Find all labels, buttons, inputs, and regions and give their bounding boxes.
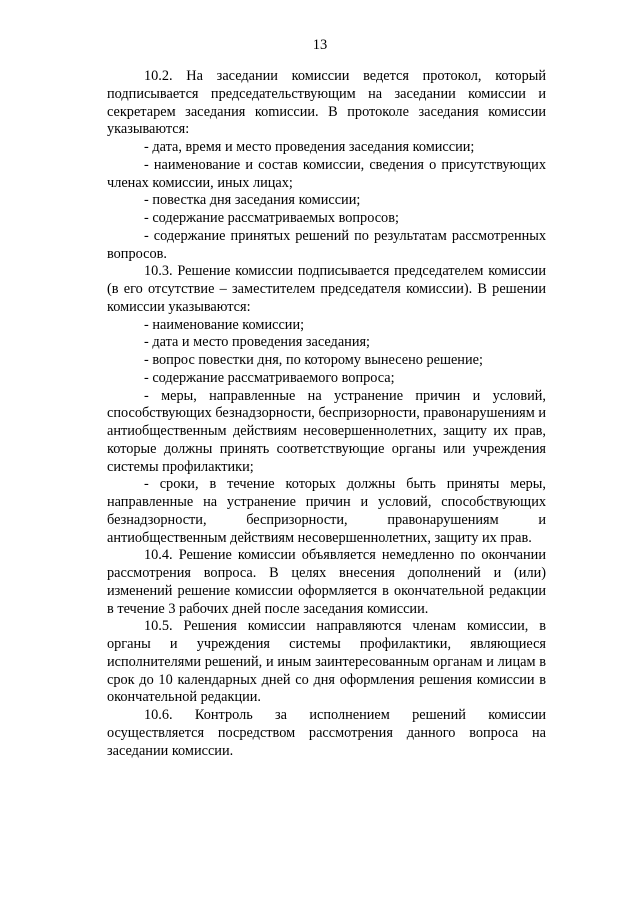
page-number: 13 — [312, 37, 328, 53]
list-item: - повестка дня заседания комиссии; — [144, 192, 361, 209]
list-item: - наименование комиссии; — [144, 316, 305, 333]
list-item: - содержание рассматриваемого вопроса; — [144, 369, 395, 386]
paragraph-10-6: 10.6. Контроль за исполнением решений комиссии осуществляется посредством рассмотрения данного вопроса на заседании комиссии. — [107, 707, 546, 759]
paragraph-10-3: 10.3. Решение комиссии подписывается председателем комиссии (в его отсутствие – заместителем председателя комиссии). В решении комиссии указываются: — [107, 263, 546, 315]
list-item: - вопрос повестки дня, по которому вынесено решение; — [144, 352, 483, 368]
paragraph-10-4: 10.4. Решение комиссии объявляется немедленно по окончании рассмотрения вопроса. В целях внесения дополнений и (или) изменений решение комиссии оформляется в окончательной редакции в течение 3 рабочих дней после заседания комиссии. — [107, 547, 546, 617]
list-item: - дата, время и место проведения заседания комиссии; — [144, 139, 475, 155]
list-item: - содержание рассматриваемых вопросов; — [144, 210, 399, 226]
list-item: - содержание принятых решений по результатам рассмотренных вопросов. — [107, 227, 546, 262]
document-body — [107, 68, 546, 760]
paragraph-10-2: 10.2. На заседании комиссии ведется протокол, который подписывается председательствующим на заседании комиссии и секретарем заседания коmиссии. В протоколе заседания комиссии указываются: — [107, 68, 546, 138]
paragraph-10-5: 10.5. Решения комиссии направляются членам комиссии, в органы и учреждения системы профилактики, являющиеся исполнителями решений, и иным заинтересованным органам и лицам в срок до 10 календарных дней со дня оформления решения комиссии в окончательной редакции. — [107, 618, 546, 706]
list-item: - дата и место проведения заседания; — [144, 334, 371, 351]
list-item: - сроки, в течение которых должны быть приняты меры, направленные на устранение причин и условий, способствующих безнадзорности, беспризорности, правонарушениям и антиобщественным действиям несовершеннолетних, защиту их прав. — [107, 476, 546, 546]
list-item: - наименование и состав комиссии, сведения о присутствующих членах комиссии, иных лицах; — [107, 156, 546, 191]
list-item: - меры, направленные на устранение причин и условий, способствующих безнадзорности, беспризорности, правонарушениям и антиобщественным действиям несовершеннолетних, защиту их прав, которые должны принять соответствующие органы или учреждения системы профилактики; — [107, 387, 546, 475]
